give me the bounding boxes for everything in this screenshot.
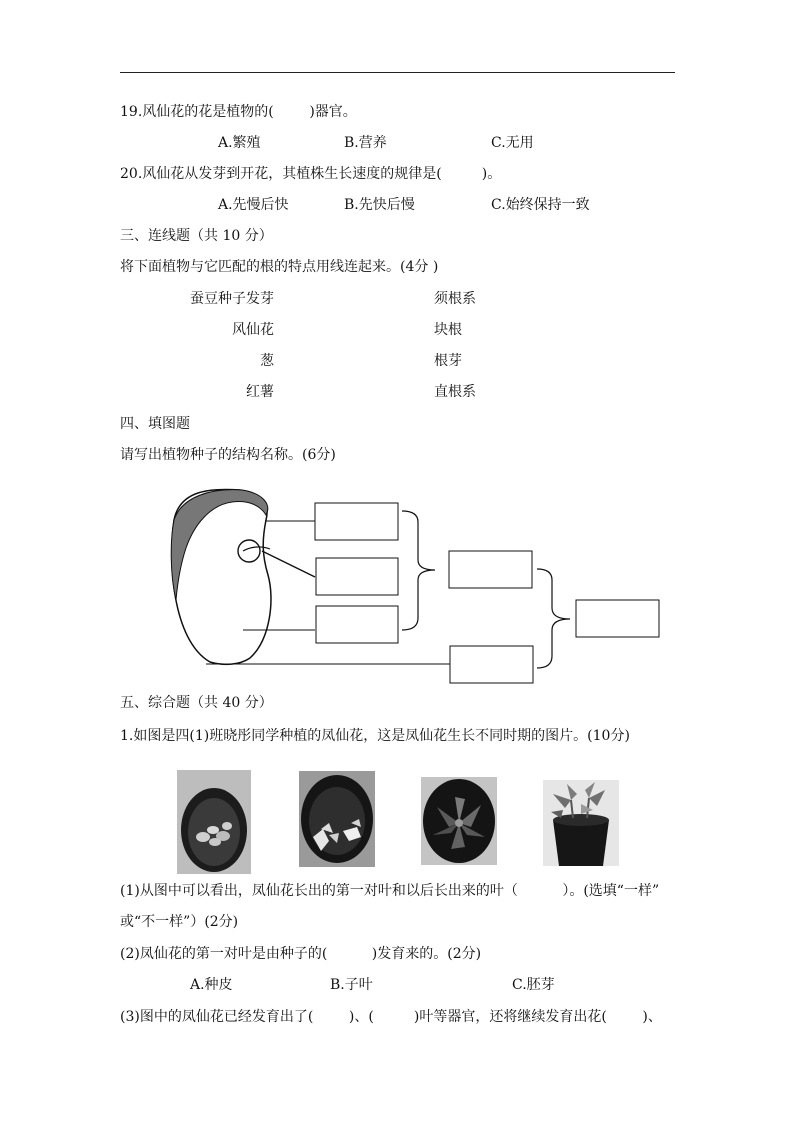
pointer-line (262, 551, 315, 577)
match-left-item[interactable]: 葱 (260, 353, 274, 369)
section5-sub1-line1: (1)从图中可以看出，凤仙花长出的第一对叶和以后长出来的叶（ ）。(选填“一样” (120, 883, 660, 899)
sub2-option-b[interactable]: B.子叶 (330, 977, 373, 993)
plant-photo-stage-1 (177, 770, 251, 874)
answer-box[interactable] (576, 600, 659, 637)
q19-option-b[interactable]: B.营养 (344, 135, 387, 151)
q20-option-c[interactable]: C.始终保持一致 (491, 197, 590, 213)
section4-instruction: 请写出植物种子的结构名称。(6分) (120, 447, 336, 463)
section5-q1-intro: 1.如图是四(1)班晓彤同学种植的凤仙花，这是凤仙花生长不同时期的图片。(10分) (120, 728, 630, 744)
plant-photo-stage-2 (299, 771, 375, 867)
sub2-option-c[interactable]: C.胚芽 (512, 977, 555, 993)
q20-question: 20.风仙花从发芽到开花，其植株生长速度的规律是( )。 (120, 166, 502, 182)
match-right-item[interactable]: 直根系 (434, 384, 476, 400)
match-right-item[interactable]: 根芽 (434, 353, 462, 369)
section5-sub2: (2)凤仙花的第一对叶是由种子的( )发育来的。(2分) (120, 946, 482, 962)
answer-box[interactable] (316, 606, 398, 643)
match-left-item[interactable]: 风仙花 (232, 322, 274, 338)
match-left-item[interactable]: 红薯 (246, 384, 274, 400)
section5-title: 五、综合题（共 40 分） (120, 695, 273, 711)
sub2-option-a[interactable]: A.种皮 (190, 977, 233, 993)
brace (537, 569, 570, 668)
match-right-item[interactable]: 须根系 (434, 291, 476, 307)
match-right-item[interactable]: 块根 (434, 322, 462, 338)
brace (402, 511, 435, 630)
q19-option-a[interactable]: A.繁殖 (218, 135, 261, 151)
section3-title: 三、连线题（共 10 分） (120, 228, 273, 244)
section4-title: 四、填图题 (120, 416, 190, 432)
answer-box[interactable] (449, 551, 532, 588)
section3-instruction: 将下面植物与它匹配的根的特点用线连起来。(4分 ) (120, 259, 439, 275)
embryo (238, 540, 260, 562)
q20-option-a[interactable]: A.先慢后快 (218, 197, 289, 213)
section5-sub3: (3)图中的凤仙花已经发育出了( )、( )叶等器官，还将继续发育出花( )、 (120, 1009, 662, 1025)
q20-option-b[interactable]: B.先快后慢 (344, 197, 415, 213)
answer-box[interactable] (315, 503, 398, 540)
q19-option-c[interactable]: C.无用 (491, 135, 534, 151)
q19-question: 19.风仙花的花是植物的( )器官。 (120, 104, 357, 120)
answer-box[interactable] (450, 646, 533, 683)
section5-sub1-line2: 或“不一样”）(2分) (120, 914, 239, 930)
match-left-item[interactable]: 蚕豆种子发芽 (190, 291, 274, 307)
plant-photo-stage-3 (421, 777, 497, 865)
plant-photo-stage-4 (543, 780, 619, 866)
answer-box[interactable] (316, 558, 398, 595)
